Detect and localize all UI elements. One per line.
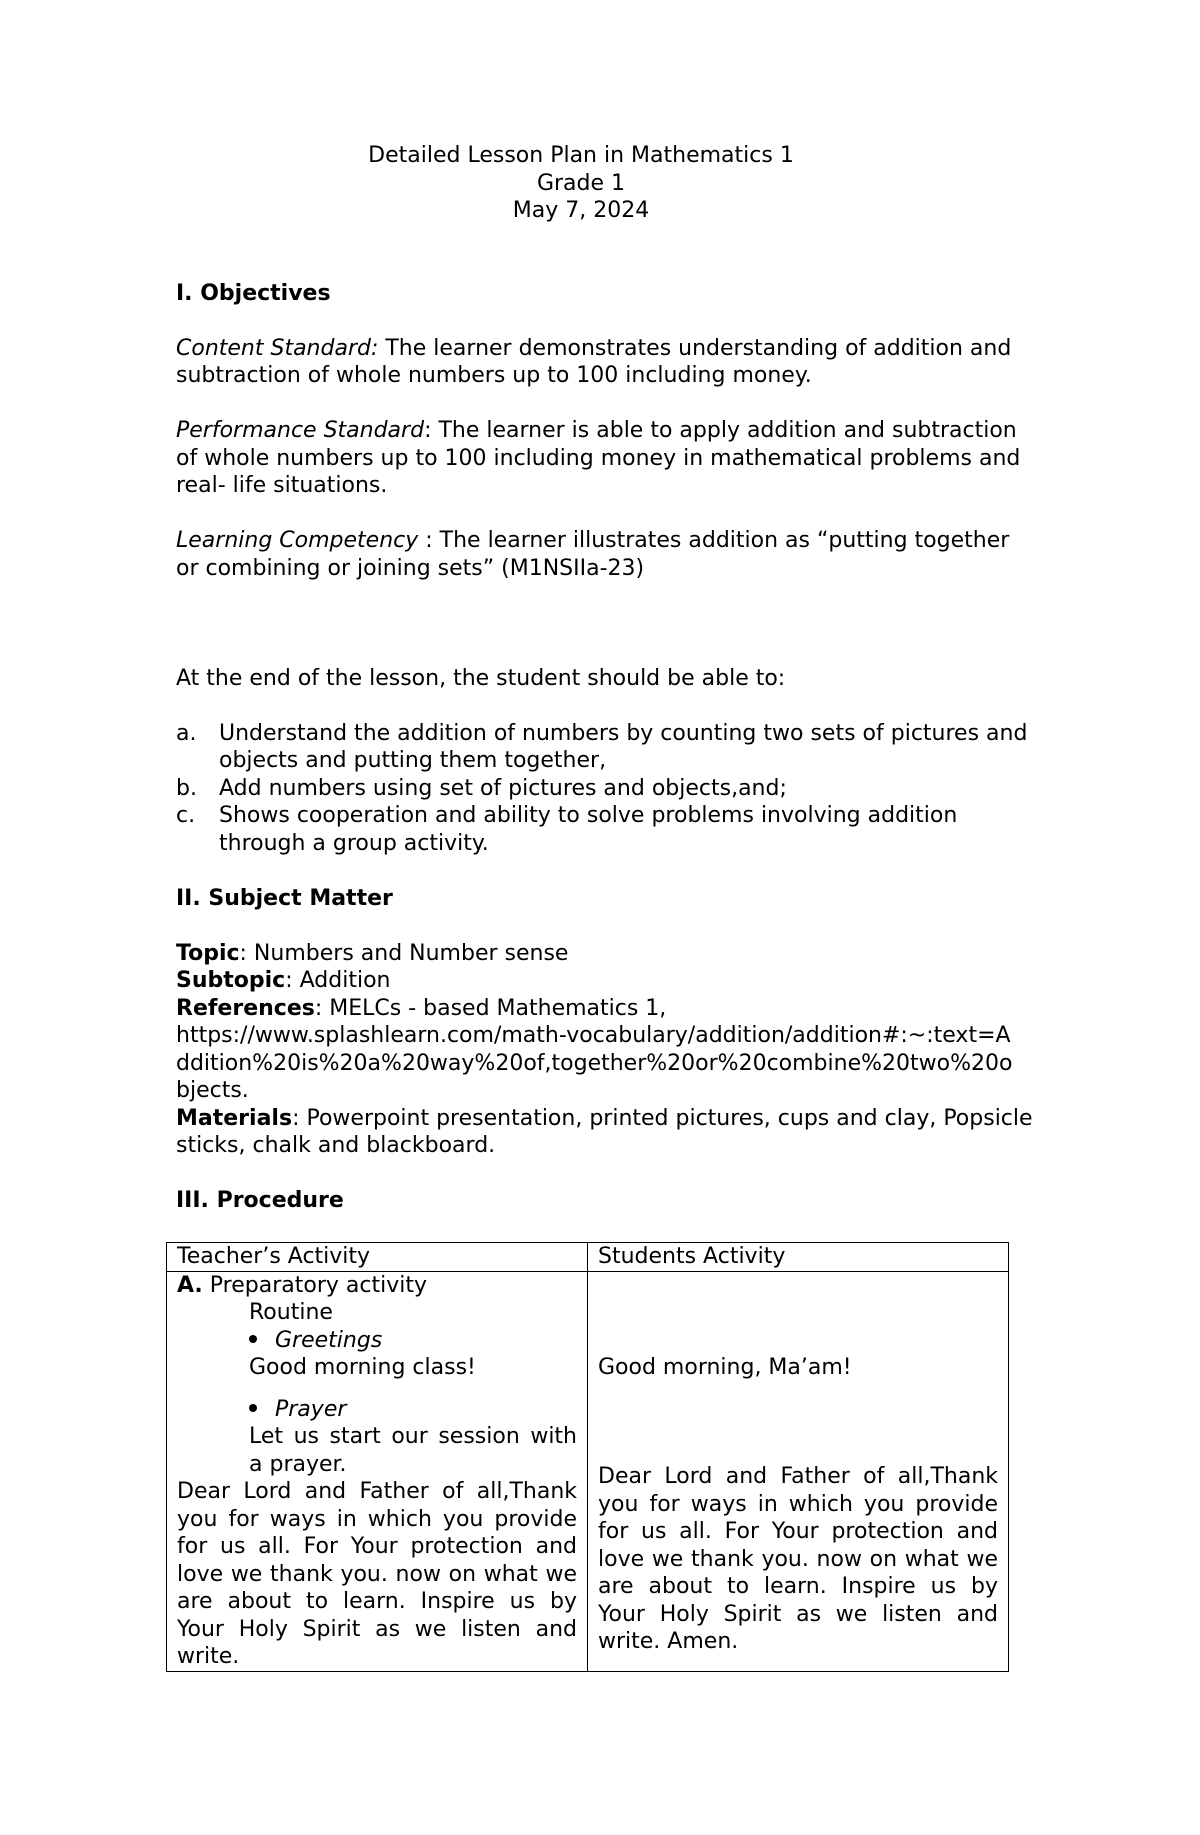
document-title: Detailed Lesson Plan in Mathematics 1 — [368, 143, 794, 168]
topic-label: Topic — [176, 940, 240, 966]
subtopic-text: : Addition — [285, 968, 391, 993]
materials-text: : Powerpoint presentation, printed pictures, cups and clay, Popsicle sticks, chalk and blackboard. — [176, 1105, 1033, 1158]
greetings-item — [177, 1327, 577, 1355]
list-item-text: Understand the addition of numbers by counting two sets of pictures and objects and putting them together, — [219, 720, 1028, 773]
students-greeting-reply: Good morning, Ma’am! — [598, 1354, 852, 1380]
learning-competency-label: Learning Competency — [176, 528, 426, 553]
students-activity-cell — [588, 1271, 1009, 1671]
performance-standard-label: Performance Standard — [176, 418, 425, 443]
bullet-icon — [249, 1404, 257, 1412]
document-date: May 7, 2024 — [512, 198, 650, 223]
students-column-header: Students Activity — [588, 1243, 1009, 1272]
objectives-heading: I. Objectives — [176, 280, 331, 306]
table-header-row — [167, 1243, 1009, 1272]
section-letter: A. — [177, 1272, 203, 1298]
document-header — [151, 142, 1011, 225]
materials-label: Materials — [176, 1105, 293, 1131]
content-standard-text: The learner demonstrates understanding of addition and subtraction of whole numbers up to 100 including money. — [176, 335, 1012, 388]
learning-competency-text: : The learner illustrates addition as “putting together or combining or joining sets” (M1NSIIa-23) — [176, 528, 1010, 581]
prayer-label: Prayer — [275, 1396, 347, 1422]
content-standard — [176, 335, 1036, 390]
topic-line — [176, 940, 1036, 968]
preparatory-activity-title — [177, 1272, 577, 1300]
bullet-icon — [249, 1335, 257, 1343]
subtopic-label: Subtopic — [176, 968, 286, 993]
materials-line — [176, 1105, 1036, 1160]
references-label: References — [176, 995, 315, 1021]
list-marker: c. — [176, 803, 196, 828]
learning-competency — [176, 527, 1036, 582]
procedure-table — [166, 1242, 1009, 1672]
list-item-text: Add numbers using set of pictures and objects,and; — [219, 775, 787, 801]
objectives-list — [176, 720, 1036, 858]
references-url: https://www.splashlearn.com/math-vocabulary/addition/addition#:~:text=Addition%20is%20a%20way%20of,together%20or%20combine%20two%20objects. — [176, 1023, 1013, 1103]
list-marker: b. — [176, 775, 197, 801]
procedure-heading: III. Procedure — [176, 1188, 344, 1213]
routine-label: Routine — [249, 1300, 333, 1325]
teacher-activity-cell — [167, 1271, 588, 1671]
students-prayer-text: Dear Lord and Father of all,Thank you for ways in which you provide for us all. For Your protection and love we thank you. now on what we are about to learn. Inspire us by Your Holy Spirit as we listen and write. Amen. — [598, 1464, 998, 1654]
objectives-intro: At the end of the lesson, the student should be able to: — [176, 665, 786, 691]
lesson-plan-page — [176, 142, 1036, 1672]
subtopic-line — [176, 967, 1036, 995]
content-standard-label: Content Standard: — [176, 335, 379, 361]
teacher-prayer-text: Dear Lord and Father of all,Thank you for ways in which you provide for us all. For Your protection and love we thank you. now on what we are about to learn. Inspire us by Your Holy Spirit as we listen and write. — [177, 1479, 577, 1669]
topic-text: : Numbers and Number sense — [239, 940, 569, 966]
section-title: Preparatory activity — [202, 1272, 427, 1298]
references-text: : MELCs - based Mathematics 1, — [314, 995, 667, 1021]
prayer-intro: Let us start our session with a prayer. — [249, 1424, 577, 1477]
teacher-greeting: Good morning class! — [249, 1355, 476, 1380]
greetings-label: Greetings — [275, 1327, 383, 1353]
references-line — [176, 995, 1036, 1023]
list-item — [176, 775, 1036, 803]
list-item — [176, 802, 1036, 857]
list-item-text: Shows cooperation and ability to solve problems involving addition through a group activity. — [219, 803, 958, 856]
performance-standard-text: : The learner is able to apply addition and subtraction of whole numbers up to 100 including money in mathematical problems and real- life situations. — [176, 418, 1021, 498]
document-grade: Grade 1 — [536, 170, 626, 196]
list-marker: a. — [176, 720, 197, 746]
list-item — [176, 720, 1036, 775]
performance-standard — [176, 417, 1036, 500]
table-row — [167, 1271, 1009, 1671]
prayer-item — [177, 1396, 577, 1424]
teacher-column-header: Teacher’s Activity — [167, 1243, 588, 1272]
subject-matter-heading: II. Subject Matter — [176, 885, 393, 911]
